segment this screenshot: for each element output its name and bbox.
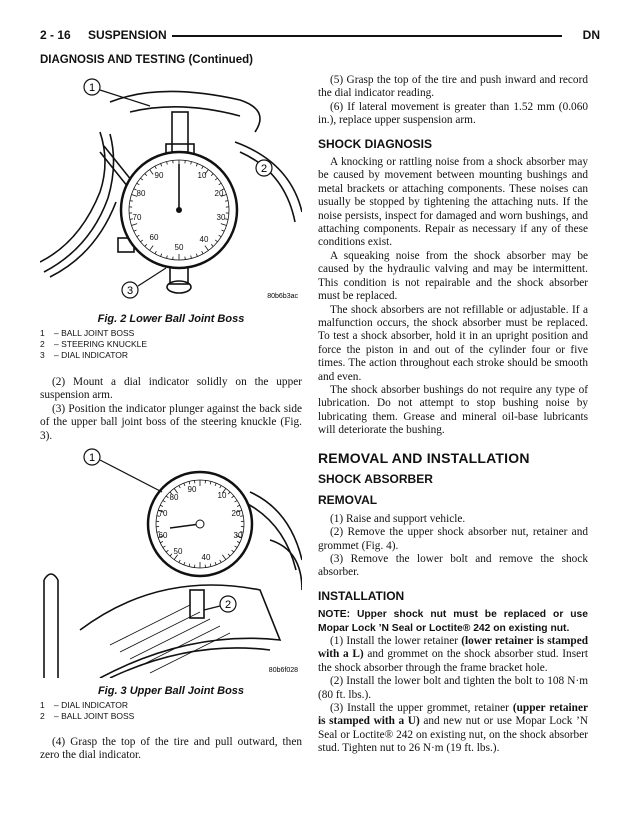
callout-1: 1 — [88, 82, 96, 94]
dial-number: 70 — [158, 509, 168, 518]
dial-face — [148, 472, 252, 576]
dial-face — [121, 152, 237, 268]
legend-item: 3 – DIAL INDICATOR — [40, 350, 128, 360]
legend-item: 1 – BALL JOINT BOSS — [40, 328, 135, 338]
paragraph: The shock absorber bushings do not require any type of lubrication. Do not attempt to stop bushing noise by lubricating them. Grease and mineral oil-base lubricants will deteriorate the bushing. — [318, 383, 588, 437]
heading-shock-absorber: SHOCK ABSORBER — [318, 471, 433, 486]
note: NOTE: Upper shock nut must be replaced or use Mopar Lock ’N Seal or Loctite® 242 on existing nut. — [318, 609, 588, 634]
paragraph: (5) Grasp the top of the tire and push inward and record the dial indicator reading. — [318, 74, 588, 100]
upper-ball-joint-illustration — [40, 440, 302, 678]
paragraph: (1) Raise and support vehicle. — [330, 512, 466, 525]
heading-installation: INSTALLATION — [318, 588, 405, 603]
left-text-block-2 — [40, 736, 302, 763]
dial-number: 20 — [231, 509, 241, 518]
figure-caption: Fig. 3 Upper Ball Joint Boss — [97, 685, 245, 697]
left-text-block-1 — [40, 376, 302, 443]
paragraph: (3) Install the upper grommet, retainer (upper retainer is stamped with a U) and new nut or use Mopar Lock ’N Seal or Loctite® 242 on existing nut, on the shock absorber stud. Tighten nut to 26 N·m (19 ft. lbs.). — [318, 702, 588, 755]
dial-number: 30 — [216, 213, 226, 222]
heading-removal: REMOVAL — [318, 493, 378, 508]
dial-number: 60 — [149, 233, 159, 242]
callout-2: 2 — [260, 163, 268, 175]
figure-id: 80b6f028 — [268, 667, 298, 674]
figure-id: 80b6b3ac — [267, 293, 298, 300]
figure-caption: Fig. 2 Lower Ball Joint Boss — [97, 313, 245, 325]
dial-number: 40 — [199, 235, 209, 244]
model-code: DN — [582, 28, 600, 42]
heading-shock-diagnosis: SHOCK DIAGNOSIS — [318, 136, 433, 151]
section-title: SUSPENSION — [88, 28, 167, 42]
dial-number: 90 — [154, 171, 164, 180]
dial-number: 80 — [169, 493, 179, 502]
legend-item: 1 – DIAL INDICATOR — [40, 700, 128, 710]
dial-number: 50 — [174, 243, 184, 252]
page-number: 2 - 16 — [40, 28, 71, 42]
callout-3: 3 — [126, 285, 134, 297]
dial-number: 10 — [197, 171, 207, 180]
dial-number: 10 — [217, 491, 227, 500]
paragraph: (3) Position the indicator plunger against the back side of the upper ball joint boss of the steering knuckle (Fig. 3). — [40, 402, 302, 442]
dial-number: 40 — [201, 553, 211, 562]
paragraph: (2) Install the lower bolt and tighten the bolt to 108 N·m (80 ft. lbs.). — [318, 675, 588, 701]
paragraph: The shock absorbers are not refillable or adjustable. If a malfunction occurs, the shock absorber must be replaced. To test a shock absorber, hold it in an upright position and force the piston in and out of the cylinder four or five times. The action throughout each stroke should be smooth and even. — [318, 303, 588, 383]
paragraph: (2) Remove the upper shock absorber nut, retainer and grommet (Fig. 4). — [318, 526, 588, 552]
right-column — [318, 74, 588, 756]
paragraph: (2) Mount a dial indicator solidly on the upper suspension arm. — [40, 376, 302, 402]
dial-number: 80 — [136, 189, 146, 198]
dial-number: 70 — [132, 213, 142, 222]
heading-removal-installation: REMOVAL AND INSTALLATION — [318, 449, 530, 466]
dial-tick — [130, 201, 133, 202]
lower-ball-joint-illustration — [40, 72, 302, 306]
dial-number: 50 — [173, 547, 183, 556]
paragraph: (3) Remove the lower bolt and remove the shock absorber. — [318, 553, 588, 579]
dial-tick — [240, 516, 243, 517]
paragraph: (4) Grasp the top of the tire and pull outward, then zero the dial indicator. — [40, 736, 302, 762]
paragraph: (1) Install the lower retainer (lower retainer is stamped with a L) and grommet on the shock absorber stud. Insert the shock absorber through the frame bracket hole. — [318, 635, 588, 674]
legend-item: 2 – STEERING KNUCKLE — [40, 339, 148, 349]
callout-2: 2 — [224, 599, 232, 611]
page-header — [40, 28, 600, 44]
paragraph: A squeaking noise from the shock absorber may be caused by the hydraulic valving and may be intermittent. This condition is not repairable and the shock absorber must be replaced. — [318, 249, 588, 303]
figure-3 — [40, 440, 302, 722]
dial-number: 60 — [158, 531, 168, 540]
paragraph: (6) If lateral movement is greater than 1.52 mm (0.060 in.), replace upper suspension arm. — [318, 100, 588, 127]
figure-legend — [40, 328, 302, 361]
paragraph: A knocking or rattling noise from a shock absorber may be caused by movement between mounting bushings and metal brackets or attaching components. These noises can usually be stopped by tightening the attaching nuts. If the noise persists, inspect for damaged and worn bushings, and attaching components. Repair as necessary if any of these conditions exist. — [318, 156, 588, 249]
dial-number: 90 — [187, 485, 197, 494]
callout-1: 1 — [88, 452, 96, 464]
figure-legend — [40, 700, 302, 722]
dial-number: 20 — [214, 189, 224, 198]
header-rule — [172, 35, 562, 37]
dial-tick — [225, 219, 228, 220]
dial-tick — [225, 201, 228, 202]
legend-item: 2 – BALL JOINT BOSS — [40, 711, 135, 721]
subheader: DIAGNOSIS AND TESTING (Continued) — [40, 54, 253, 66]
dial-number: 30 — [233, 531, 243, 540]
figure-2 — [40, 72, 302, 361]
